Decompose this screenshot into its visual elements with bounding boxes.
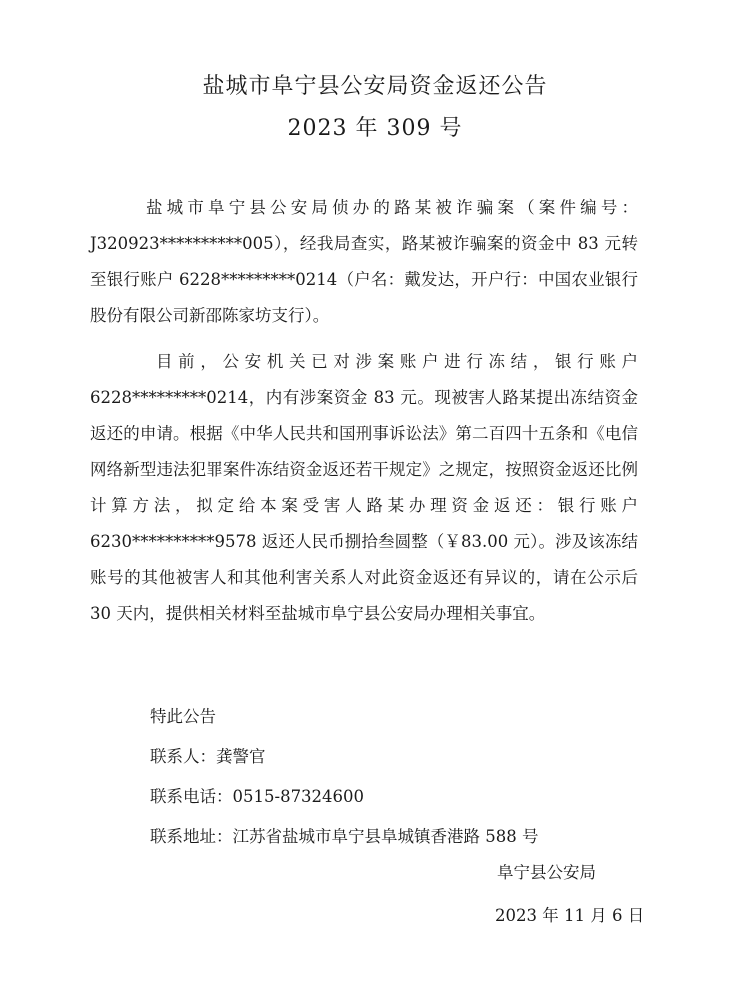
contact-person: 联系人：龚警官 [150,747,266,766]
contact-phone: 联系电话：0515-87324600 [150,787,365,806]
closing-phrase: 特此公告 [150,707,216,726]
notice-number: 2023 年 309 号 [287,116,463,141]
paragraph-case-details: 盐城市阜宁县公安局侦办的路某被诈骗案（案件编号：J320923**********005），经我局查实，路某被诈骗案的资金中 83 元转至银行账户 6228*********0214（户名：戴发达，开户行：中国农业银行股份有限公司新邵陈家坊支行）。 [90,198,638,325]
issuing-authority: 阜宁县公安局 [497,863,596,882]
issue-date: 2023 年 11 月 6 日 [495,906,645,925]
notice-title: 盐城市阜宁县公安局资金返还公告 [202,74,548,99]
contact-address: 联系地址：江苏省盐城市阜宁县阜城镇香港路 588 号 [150,827,539,846]
paragraph-refund-details: 目前，公安机关已对涉案账户进行冻结，银行账户 6228*********0214，内有涉案资金 83 元。现被害人路某提出冻结资金返还的申请。根据《中华人民共和国刑事诉讼法》第二百四十五条和《电信网络新型违法犯罪案件冻结资金返还若干规定》之规定，按照资金返还比例计算方法，拟定给本案受害人路某办理资金返还：银行账户 6230**********9578 返还人民币捌拾叁圆整（￥83.00 元）。涉及该冻结账号的其他被害人和其他利害关系人对此资金返还有异议的，请在公示后 30 天内，提供相关材料至盐城市阜宁县公安局办理相关事宜。 [90,352,638,623]
